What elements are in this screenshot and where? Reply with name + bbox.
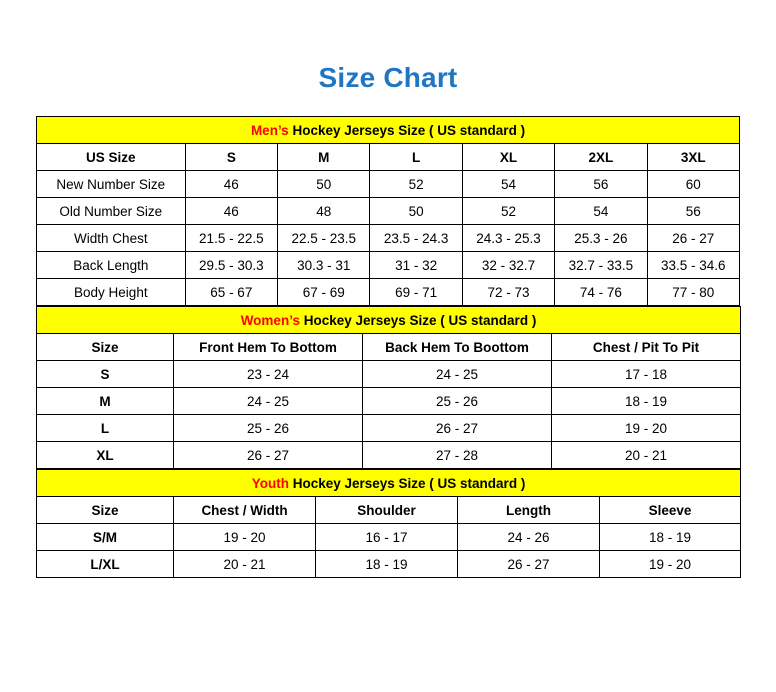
row-label: L [37, 415, 174, 442]
womens-col-header: Chest / Pit To Pit [552, 334, 741, 361]
cell: 74 - 76 [555, 279, 647, 306]
cell: 24 - 25 [363, 361, 552, 388]
table-section-heading-row [37, 117, 740, 144]
cell: 26 - 27 [458, 551, 600, 578]
cell: 19 - 20 [174, 524, 316, 551]
cell: 22.5 - 23.5 [278, 225, 370, 252]
table-section-heading-row [37, 307, 741, 334]
table-row [37, 198, 740, 225]
cell: 25 - 26 [174, 415, 363, 442]
row-label: Body Height [37, 279, 186, 306]
cell: 31 - 32 [370, 252, 462, 279]
cell: 23.5 - 24.3 [370, 225, 462, 252]
cell: 24 - 25 [174, 388, 363, 415]
youth-section-heading [37, 470, 741, 497]
cell: 69 - 71 [370, 279, 462, 306]
cell: 30.3 - 31 [278, 252, 370, 279]
mens-col-header: M [278, 144, 370, 171]
table-row [37, 361, 741, 388]
table-section-heading-row [37, 470, 741, 497]
womens-heading-rest: Hockey Jerseys Size ( US standard ) [299, 312, 537, 328]
cell: 77 - 80 [647, 279, 739, 306]
cell: 67 - 69 [278, 279, 370, 306]
row-label: Back Length [37, 252, 186, 279]
youth-col-header: Shoulder [316, 497, 458, 524]
cell: 52 [462, 198, 554, 225]
cell: 24 - 26 [458, 524, 600, 551]
row-label: S [37, 361, 174, 388]
youth-heading-rest: Hockey Jerseys Size ( US standard ) [288, 475, 526, 491]
table-row [37, 225, 740, 252]
womens-size-table [36, 306, 741, 469]
youth-col-header: Size [37, 497, 174, 524]
cell: 54 [555, 198, 647, 225]
cell: 19 - 20 [600, 551, 741, 578]
cell: 27 - 28 [363, 442, 552, 469]
cell: 16 - 17 [316, 524, 458, 551]
youth-size-table [36, 469, 741, 578]
cell: 29.5 - 30.3 [185, 252, 277, 279]
table-header-row [37, 334, 741, 361]
table-header-row [37, 497, 741, 524]
womens-section-heading [37, 307, 741, 334]
mens-col-header: 3XL [647, 144, 739, 171]
page-title: Size Chart [318, 62, 458, 93]
womens-col-header: Size [37, 334, 174, 361]
cell: 19 - 20 [552, 415, 741, 442]
cell: 50 [278, 171, 370, 198]
cell: 21.5 - 22.5 [185, 225, 277, 252]
table-row [37, 252, 740, 279]
mens-size-table [36, 116, 740, 306]
row-label: M [37, 388, 174, 415]
cell: 20 - 21 [552, 442, 741, 469]
table-row [37, 442, 741, 469]
cell: 46 [185, 171, 277, 198]
cell: 23 - 24 [174, 361, 363, 388]
youth-col-header: Chest / Width [174, 497, 316, 524]
cell: 24.3 - 25.3 [462, 225, 554, 252]
cell: 52 [370, 171, 462, 198]
cell: 56 [555, 171, 647, 198]
cell: 32.7 - 33.5 [555, 252, 647, 279]
row-label: L/XL [37, 551, 174, 578]
cell: 46 [185, 198, 277, 225]
cell: 54 [462, 171, 554, 198]
cell: 48 [278, 198, 370, 225]
mens-heading-rest: Hockey Jerseys Size ( US standard ) [288, 122, 526, 138]
mens-section-heading [37, 117, 740, 144]
womens-col-header: Back Hem To Boottom [363, 334, 552, 361]
table-row [37, 388, 741, 415]
row-label: XL [37, 442, 174, 469]
cell: 20 - 21 [174, 551, 316, 578]
cell: 17 - 18 [552, 361, 741, 388]
cell: 72 - 73 [462, 279, 554, 306]
cell: 56 [647, 198, 739, 225]
cell: 18 - 19 [316, 551, 458, 578]
youth-col-header: Length [458, 497, 600, 524]
youth-heading-highlight: Youth [251, 475, 289, 491]
womens-heading-highlight: Women’s [240, 312, 300, 328]
youth-col-header: Sleeve [600, 497, 741, 524]
size-chart-container [36, 116, 740, 578]
table-header-row [37, 144, 740, 171]
cell: 33.5 - 34.6 [647, 252, 739, 279]
cell: 25.3 - 26 [555, 225, 647, 252]
cell: 26 - 27 [174, 442, 363, 469]
cell: 25 - 26 [363, 388, 552, 415]
table-row [37, 415, 741, 442]
table-row [37, 171, 740, 198]
cell: 65 - 67 [185, 279, 277, 306]
table-row [37, 524, 741, 551]
cell: 60 [647, 171, 739, 198]
row-label: Width Chest [37, 225, 186, 252]
womens-col-header: Front Hem To Bottom [174, 334, 363, 361]
cell: 26 - 27 [647, 225, 739, 252]
mens-col-header: 2XL [555, 144, 647, 171]
cell: 50 [370, 198, 462, 225]
mens-heading-highlight: Men’s [250, 122, 289, 138]
table-row [37, 551, 741, 578]
mens-col-header: XL [462, 144, 554, 171]
mens-col-header: S [185, 144, 277, 171]
mens-col-header: L [370, 144, 462, 171]
cell: 32 - 32.7 [462, 252, 554, 279]
mens-col-header: US Size [37, 144, 186, 171]
row-label: New Number Size [37, 171, 186, 198]
cell: 18 - 19 [552, 388, 741, 415]
row-label: S/M [37, 524, 174, 551]
row-label: Old Number Size [37, 198, 186, 225]
cell: 18 - 19 [600, 524, 741, 551]
table-row [37, 279, 740, 306]
cell: 26 - 27 [363, 415, 552, 442]
